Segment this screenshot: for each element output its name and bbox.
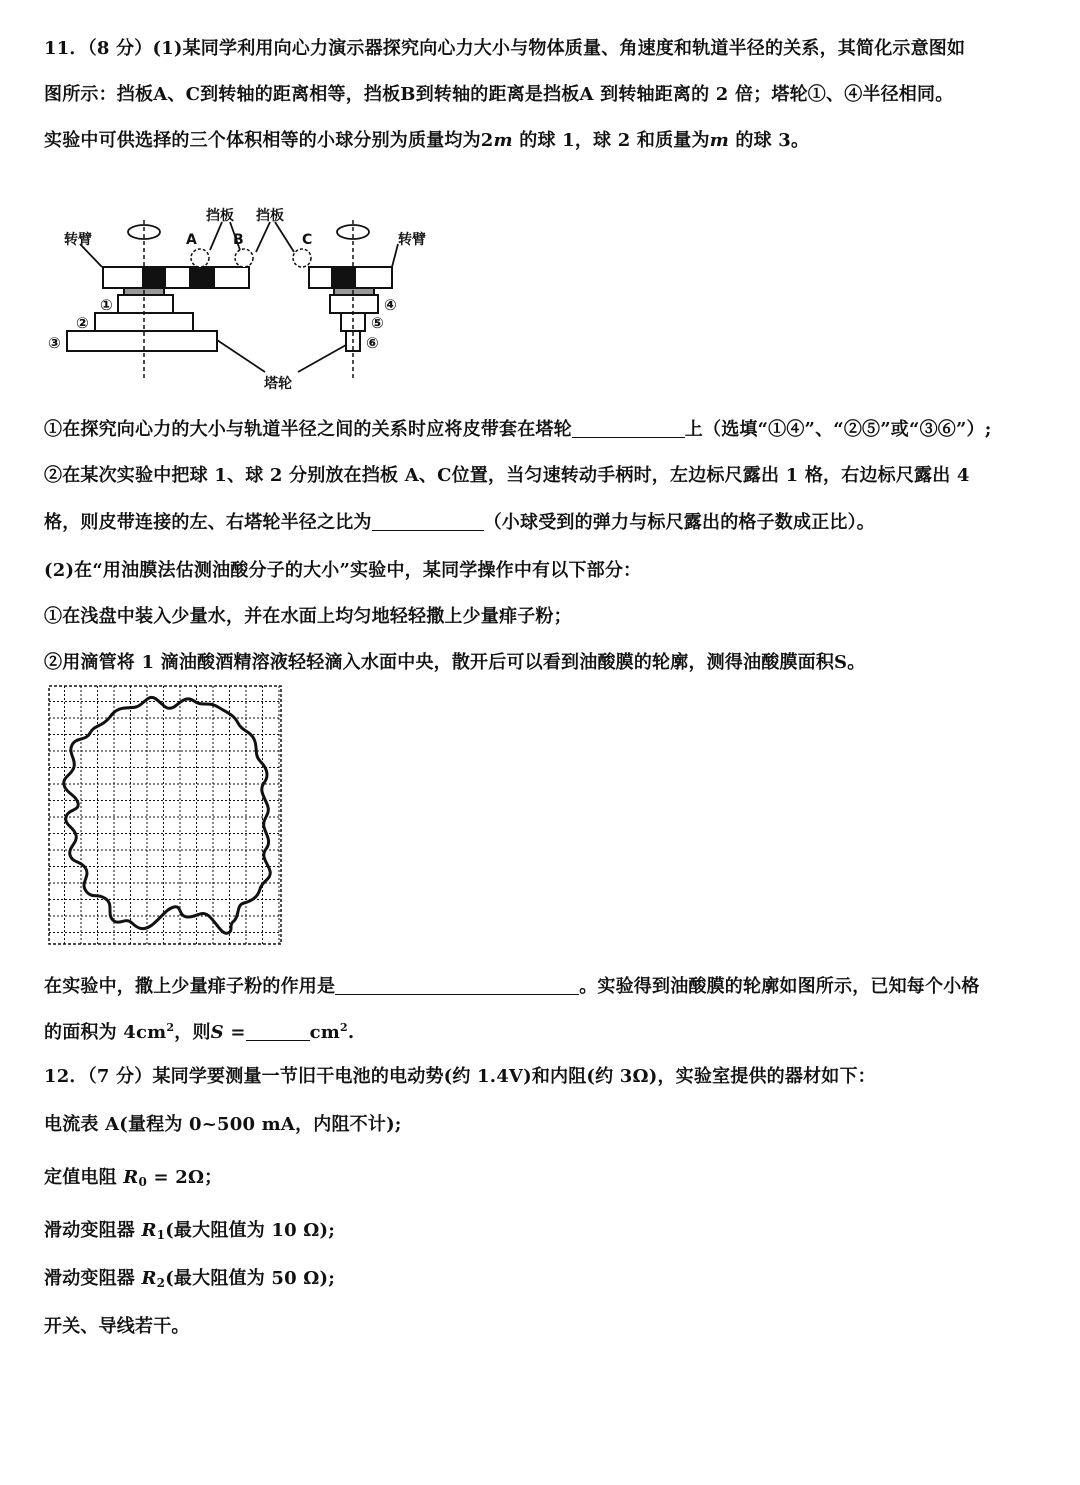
q11-step-2: ②用滴管将 1 滴油酸酒精溶液轻轻滴入水面中央，散开后可以看到油酸膜的轮廓，测得油酸膜面积S。	[44, 652, 866, 673]
fixed-resistor-symbol: R	[123, 1167, 139, 1188]
leader-baffle-c	[275, 222, 294, 252]
leader-baffle-b2	[256, 222, 270, 252]
q12-item-rheostat-1	[44, 1216, 335, 1242]
q11-line-3-c: 的球 3。	[728, 130, 810, 151]
leader-baffle-a	[210, 222, 222, 250]
oil-film-grid-figure	[48, 685, 282, 945]
baffle-label-2: 挡板	[256, 208, 284, 224]
area-unit-exponent: 2	[340, 1021, 348, 1034]
area-unit: cm	[309, 1022, 341, 1043]
q11-part1-q2-a: 格，则皮带连接的左、右塔轮半径之比为	[44, 512, 372, 533]
label-a: A	[186, 232, 197, 248]
q11-step-1: ①在浅盘中装入少量水，并在水面上均匀地轻轻撒上少量痱子粉；	[44, 606, 572, 627]
area-exponent: 2	[166, 1021, 175, 1034]
answer-blank-3[interactable]	[335, 976, 579, 995]
fixed-resistor-label: 定值电阻	[44, 1167, 124, 1188]
tower-wheel-label: 塔轮	[264, 376, 292, 392]
answer-blank-4[interactable]	[246, 1022, 310, 1041]
leader-tower-left	[217, 340, 265, 372]
rheostat-1-label: 滑动变阻器	[44, 1220, 142, 1241]
q11-part2-q1-a: 在实验中，撒上少量痱子粉的作用是	[44, 976, 336, 997]
baffle-label-1: 挡板	[206, 208, 234, 224]
wheel-label-2: ②	[76, 314, 89, 332]
q11-part2-q2	[44, 1018, 354, 1044]
q11-line-3-a: 实验中可供选择的三个体积相等的小球分别为质量均为2	[44, 130, 494, 151]
ball-b	[235, 249, 253, 267]
area-period: .	[347, 1022, 355, 1043]
left-wheel-1	[118, 295, 173, 313]
q11-part1-q2-line2	[44, 508, 875, 534]
q11-line-3	[44, 126, 809, 152]
q11-part1-q2-b: （小球受到的弹力与标尺露出的格子数成正比）。	[483, 512, 876, 533]
q11-line-2: 图所示：挡板A、C到转轴的距离相等，挡板B到转轴的距离是挡板A 到转轴距离的 2 倍；塔轮①、④半径相同。	[44, 84, 954, 105]
rheostat-1-subscript: 1	[156, 1228, 166, 1242]
area-equals: =	[223, 1022, 246, 1043]
mass-symbol-1: m	[493, 130, 513, 151]
fixed-resistor-subscript: 0	[138, 1175, 148, 1189]
arm-label-right: 转臂	[398, 232, 426, 248]
leader-tower-right	[298, 345, 346, 372]
ball-a	[191, 249, 209, 267]
q12-item-rheostat-2	[44, 1264, 335, 1290]
rheostat-1-value: (最大阻值为 10 Ω);	[165, 1220, 336, 1241]
left-slot-1	[143, 267, 165, 288]
rheostat-2-subscript: 2	[156, 1276, 166, 1290]
answer-blank-2[interactable]	[372, 512, 484, 531]
q11-line-3-b: 的球 1，球 2 和质量为	[512, 130, 710, 151]
area-symbol: S	[210, 1022, 224, 1043]
right-wheel-4	[330, 295, 378, 313]
area-text-then: ，则	[174, 1022, 211, 1043]
wheel-label-5: ⑤	[371, 314, 384, 332]
wheel-label-6: ⑥	[366, 334, 379, 352]
label-c: C	[302, 232, 313, 248]
centripetal-force-diagram	[40, 200, 440, 395]
rheostat-2-symbol: R	[141, 1268, 157, 1289]
q11-part1-q1-b: 上（选填“①④”、“②⑤”或“③⑥”）;	[684, 419, 992, 440]
right-hub	[334, 288, 374, 295]
wheel-label-3: ③	[48, 334, 61, 352]
answer-blank-1[interactable]	[572, 419, 685, 438]
label-b: B	[233, 232, 244, 248]
q11-part2-q1-b: 。实验得到油酸膜的轮廓如图所示，已知每个小格	[579, 976, 980, 997]
rheostat-2-value: (最大阻值为 50 Ω);	[165, 1268, 336, 1289]
fixed-resistor-value: = 2Ω；	[147, 1167, 223, 1188]
left-wheel-3	[67, 331, 217, 351]
q11-part2-intro: (2)在“用油膜法估测油酸分子的大小”实验中，某同学操作中有以下部分：	[44, 560, 642, 581]
rheostat-1-symbol: R	[141, 1220, 157, 1241]
rheostat-2-label: 滑动变阻器	[44, 1268, 142, 1289]
area-text: 的面积为 4cm	[44, 1022, 167, 1043]
arm-label-left: 转臂	[64, 232, 92, 248]
mass-symbol-2: m	[709, 130, 729, 151]
q11-line-1: 11．（8 分）(1)某同学利用向心力演示器探究向心力大小与物体质量、角速度和轨道半径的关系，其简化示意图如	[44, 38, 966, 59]
q11-part1-q2-line1: ②在某次实验中把球 1、球 2 分别放在挡板 A、C位置，当匀速转动手柄时，左边标尺露出 1 格，右边标尺露出 4	[44, 465, 970, 486]
right-slot	[332, 267, 355, 288]
q12-item-switch-wires: 开关、导线若干。	[44, 1316, 190, 1337]
wheel-label-1: ①	[100, 296, 113, 314]
left-slot-2	[190, 267, 214, 288]
left-rotating-arm	[103, 267, 249, 288]
q11-part1-q1	[44, 415, 992, 441]
q11-part1-q1-a: ①在探究向心力的大小与轨道半径之间的关系时应将皮带套在塔轮	[44, 419, 572, 440]
q12-item-fixed-resistor	[44, 1163, 222, 1189]
q12-item-ammeter: 电流表 A(量程为 0~500 mA，内阻不计);	[44, 1114, 402, 1135]
q12-line-1: 12．（7 分）某同学要测量一节旧干电池的电动势(约 1.4V)和内阻(约 3Ω)，实验室提供的器材如下：	[44, 1066, 876, 1087]
wheel-label-4: ④	[384, 296, 397, 314]
ball-c	[293, 249, 311, 267]
q11-part2-q1	[44, 972, 980, 998]
